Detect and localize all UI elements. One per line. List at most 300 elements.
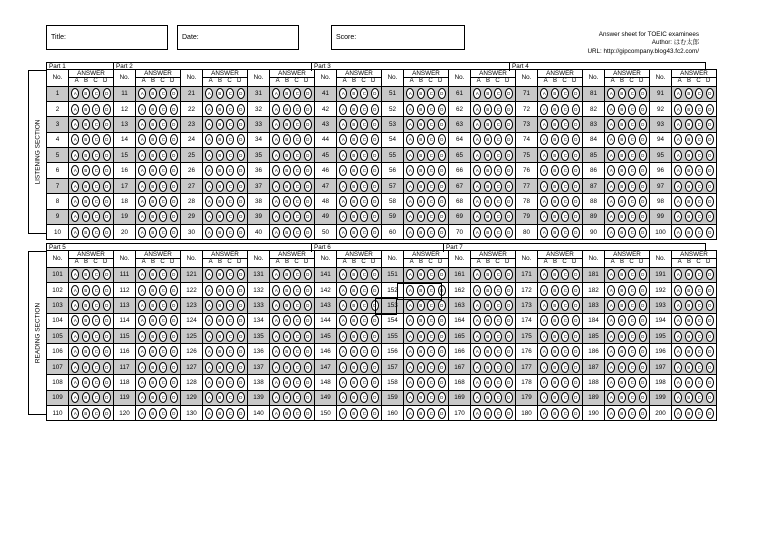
- answer-bubble[interactable]: B: [685, 196, 693, 207]
- answer-bubble[interactable]: D: [304, 408, 312, 419]
- answer-bubble[interactable]: D: [304, 211, 312, 222]
- answer-bubble[interactable]: C: [561, 211, 569, 222]
- answer-bubble[interactable]: D: [237, 211, 245, 222]
- answer-bubble[interactable]: D: [639, 392, 647, 403]
- answer-bubble[interactable]: A: [674, 285, 682, 296]
- answer-bubble[interactable]: C: [293, 269, 301, 280]
- answer-bubble[interactable]: A: [674, 181, 682, 192]
- answer-bubble[interactable]: D: [371, 165, 379, 176]
- answer-bubble[interactable]: D: [438, 362, 446, 373]
- answer-bubble[interactable]: C: [494, 119, 502, 130]
- answer-bubble[interactable]: C: [293, 285, 301, 296]
- answer-bubble[interactable]: A: [607, 88, 615, 99]
- answer-bubble[interactable]: A: [272, 211, 280, 222]
- answer-bubble[interactable]: A: [406, 88, 414, 99]
- answer-bubble[interactable]: C: [159, 377, 167, 388]
- answer-bubble[interactable]: A: [406, 104, 414, 115]
- answer-bubble[interactable]: B: [618, 104, 626, 115]
- answer-bubble[interactable]: C: [360, 408, 368, 419]
- answer-bubble[interactable]: D: [170, 300, 178, 311]
- answer-bubble[interactable]: C: [92, 377, 100, 388]
- answer-bubble[interactable]: A: [674, 150, 682, 161]
- answer-bubble[interactable]: A: [339, 134, 347, 145]
- answer-bubble[interactable]: A: [272, 408, 280, 419]
- answer-bubble[interactable]: C: [360, 181, 368, 192]
- answer-bubble[interactable]: B: [82, 88, 90, 99]
- answer-bubble[interactable]: C: [226, 196, 234, 207]
- answer-bubble[interactable]: D: [706, 227, 714, 238]
- answer-bubble[interactable]: B: [417, 300, 425, 311]
- answer-bubble[interactable]: C: [427, 211, 435, 222]
- answer-bubble[interactable]: D: [505, 300, 513, 311]
- answer-bubble[interactable]: D: [639, 165, 647, 176]
- answer-bubble[interactable]: C: [427, 119, 435, 130]
- answer-bubble[interactable]: C: [360, 362, 368, 373]
- answer-bubble[interactable]: B: [82, 227, 90, 238]
- answer-bubble[interactable]: B: [82, 346, 90, 357]
- answer-bubble[interactable]: B: [283, 362, 291, 373]
- answer-bubble[interactable]: D: [371, 408, 379, 419]
- answer-bubble[interactable]: A: [71, 408, 79, 419]
- answer-bubble[interactable]: D: [572, 88, 580, 99]
- answer-bubble[interactable]: D: [639, 315, 647, 326]
- answer-bubble[interactable]: D: [103, 331, 111, 342]
- answer-bubble[interactable]: A: [339, 196, 347, 207]
- answer-bubble[interactable]: D: [572, 269, 580, 280]
- answer-bubble[interactable]: C: [695, 300, 703, 311]
- answer-bubble[interactable]: C: [159, 165, 167, 176]
- answer-bubble[interactable]: A: [674, 104, 682, 115]
- answer-bubble[interactable]: B: [149, 346, 157, 357]
- answer-bubble[interactable]: B: [685, 134, 693, 145]
- answer-bubble[interactable]: B: [82, 150, 90, 161]
- answer-bubble[interactable]: D: [505, 119, 513, 130]
- answer-bubble[interactable]: D: [438, 165, 446, 176]
- answer-bubble[interactable]: D: [237, 134, 245, 145]
- answer-bubble[interactable]: D: [438, 269, 446, 280]
- answer-bubble[interactable]: B: [417, 134, 425, 145]
- answer-bubble[interactable]: B: [283, 211, 291, 222]
- answer-bubble[interactable]: A: [406, 269, 414, 280]
- answer-bubble[interactable]: C: [695, 181, 703, 192]
- answer-bubble[interactable]: C: [427, 196, 435, 207]
- answer-bubble[interactable]: A: [406, 346, 414, 357]
- answer-bubble[interactable]: B: [149, 362, 157, 373]
- answer-bubble[interactable]: A: [540, 408, 548, 419]
- answer-bubble[interactable]: A: [473, 196, 481, 207]
- answer-bubble[interactable]: A: [272, 346, 280, 357]
- answer-bubble[interactable]: A: [607, 315, 615, 326]
- answer-bubble[interactable]: D: [103, 285, 111, 296]
- answer-bubble[interactable]: C: [360, 269, 368, 280]
- answer-bubble[interactable]: C: [226, 392, 234, 403]
- answer-bubble[interactable]: B: [417, 88, 425, 99]
- answer-bubble[interactable]: D: [371, 119, 379, 130]
- answer-bubble[interactable]: A: [607, 346, 615, 357]
- answer-bubble[interactable]: C: [360, 346, 368, 357]
- answer-bubble[interactable]: D: [371, 134, 379, 145]
- answer-bubble[interactable]: A: [473, 377, 481, 388]
- answer-bubble[interactable]: B: [618, 88, 626, 99]
- answer-bubble[interactable]: D: [304, 269, 312, 280]
- answer-bubble[interactable]: B: [484, 331, 492, 342]
- answer-bubble[interactable]: A: [607, 408, 615, 419]
- answer-bubble[interactable]: B: [685, 377, 693, 388]
- answer-bubble[interactable]: D: [304, 315, 312, 326]
- answer-bubble[interactable]: C: [561, 165, 569, 176]
- answer-bubble[interactable]: B: [685, 408, 693, 419]
- answer-bubble[interactable]: A: [205, 134, 213, 145]
- answer-bubble[interactable]: A: [272, 150, 280, 161]
- answer-bubble[interactable]: B: [484, 362, 492, 373]
- answer-bubble[interactable]: D: [237, 269, 245, 280]
- answer-bubble[interactable]: C: [159, 362, 167, 373]
- answer-bubble[interactable]: A: [339, 315, 347, 326]
- answer-bubble[interactable]: C: [427, 346, 435, 357]
- answer-bubble[interactable]: B: [283, 331, 291, 342]
- answer-bubble[interactable]: A: [339, 211, 347, 222]
- answer-bubble[interactable]: D: [572, 315, 580, 326]
- answer-bubble[interactable]: C: [293, 211, 301, 222]
- answer-bubble[interactable]: B: [685, 392, 693, 403]
- answer-bubble[interactable]: B: [685, 227, 693, 238]
- answer-bubble[interactable]: B: [350, 227, 358, 238]
- answer-bubble[interactable]: A: [339, 331, 347, 342]
- answer-bubble[interactable]: D: [505, 315, 513, 326]
- answer-bubble[interactable]: B: [551, 181, 559, 192]
- answer-bubble[interactable]: B: [149, 392, 157, 403]
- answer-bubble[interactable]: C: [159, 269, 167, 280]
- answer-bubble[interactable]: C: [293, 346, 301, 357]
- answer-bubble[interactable]: B: [417, 408, 425, 419]
- answer-bubble[interactable]: A: [138, 346, 146, 357]
- answer-bubble[interactable]: B: [618, 181, 626, 192]
- answer-bubble[interactable]: C: [226, 285, 234, 296]
- answer-bubble[interactable]: D: [237, 408, 245, 419]
- answer-bubble[interactable]: B: [551, 377, 559, 388]
- answer-bubble[interactable]: D: [438, 392, 446, 403]
- answer-bubble[interactable]: C: [226, 134, 234, 145]
- answer-bubble[interactable]: C: [561, 285, 569, 296]
- answer-bubble[interactable]: B: [417, 119, 425, 130]
- answer-bubble[interactable]: A: [473, 392, 481, 403]
- answer-bubble[interactable]: C: [695, 269, 703, 280]
- answer-bubble[interactable]: D: [639, 362, 647, 373]
- answer-bubble[interactable]: A: [607, 181, 615, 192]
- answer-bubble[interactable]: B: [350, 211, 358, 222]
- answer-bubble[interactable]: A: [406, 165, 414, 176]
- answer-bubble[interactable]: D: [505, 408, 513, 419]
- answer-bubble[interactable]: B: [350, 165, 358, 176]
- answer-bubble[interactable]: A: [607, 331, 615, 342]
- answer-bubble[interactable]: A: [339, 227, 347, 238]
- answer-bubble[interactable]: D: [572, 408, 580, 419]
- answer-bubble[interactable]: C: [695, 150, 703, 161]
- answer-bubble[interactable]: D: [304, 150, 312, 161]
- answer-bubble[interactable]: C: [360, 119, 368, 130]
- answer-bubble[interactable]: B: [82, 315, 90, 326]
- answer-bubble[interactable]: A: [205, 315, 213, 326]
- answer-bubble[interactable]: D: [639, 346, 647, 357]
- answer-bubble[interactable]: B: [216, 377, 224, 388]
- answer-bubble[interactable]: B: [350, 196, 358, 207]
- answer-bubble[interactable]: A: [339, 377, 347, 388]
- answer-bubble[interactable]: B: [618, 165, 626, 176]
- answer-bubble[interactable]: B: [283, 285, 291, 296]
- answer-bubble[interactable]: C: [293, 134, 301, 145]
- answer-bubble[interactable]: A: [674, 119, 682, 130]
- answer-bubble[interactable]: D: [170, 181, 178, 192]
- answer-bubble[interactable]: D: [706, 181, 714, 192]
- answer-bubble[interactable]: C: [427, 134, 435, 145]
- answer-bubble[interactable]: B: [417, 211, 425, 222]
- answer-bubble[interactable]: A: [473, 362, 481, 373]
- answer-bubble[interactable]: A: [272, 104, 280, 115]
- answer-bubble[interactable]: D: [304, 119, 312, 130]
- answer-bubble[interactable]: D: [706, 196, 714, 207]
- answer-bubble[interactable]: D: [505, 377, 513, 388]
- answer-bubble[interactable]: B: [685, 119, 693, 130]
- answer-bubble[interactable]: D: [304, 331, 312, 342]
- answer-bubble[interactable]: B: [350, 315, 358, 326]
- answer-bubble[interactable]: B: [551, 104, 559, 115]
- answer-bubble[interactable]: B: [685, 331, 693, 342]
- answer-bubble[interactable]: C: [92, 362, 100, 373]
- answer-bubble[interactable]: A: [205, 346, 213, 357]
- answer-bubble[interactable]: B: [216, 408, 224, 419]
- answer-bubble[interactable]: C: [427, 88, 435, 99]
- answer-bubble[interactable]: D: [639, 134, 647, 145]
- answer-bubble[interactable]: D: [237, 88, 245, 99]
- answer-bubble[interactable]: A: [674, 165, 682, 176]
- answer-bubble[interactable]: C: [695, 119, 703, 130]
- answer-bubble[interactable]: C: [628, 211, 636, 222]
- answer-bubble[interactable]: B: [149, 196, 157, 207]
- answer-bubble[interactable]: D: [371, 285, 379, 296]
- answer-bubble[interactable]: A: [71, 211, 79, 222]
- answer-bubble[interactable]: A: [540, 150, 548, 161]
- answer-bubble[interactable]: C: [695, 88, 703, 99]
- answer-bubble[interactable]: A: [205, 181, 213, 192]
- answer-bubble[interactable]: A: [607, 196, 615, 207]
- answer-bubble[interactable]: B: [417, 269, 425, 280]
- answer-bubble[interactable]: D: [438, 104, 446, 115]
- answer-bubble[interactable]: B: [216, 315, 224, 326]
- answer-bubble[interactable]: C: [360, 300, 368, 311]
- answer-bubble[interactable]: A: [138, 119, 146, 130]
- answer-bubble[interactable]: B: [149, 181, 157, 192]
- answer-bubble[interactable]: A: [272, 269, 280, 280]
- answer-bubble[interactable]: A: [138, 331, 146, 342]
- answer-bubble[interactable]: D: [706, 362, 714, 373]
- answer-bubble[interactable]: D: [505, 346, 513, 357]
- answer-bubble[interactable]: B: [216, 285, 224, 296]
- answer-bubble[interactable]: C: [360, 104, 368, 115]
- answer-bubble[interactable]: C: [159, 134, 167, 145]
- answer-bubble[interactable]: D: [438, 408, 446, 419]
- answer-bubble[interactable]: A: [138, 377, 146, 388]
- answer-bubble[interactable]: C: [226, 181, 234, 192]
- answer-bubble[interactable]: A: [540, 392, 548, 403]
- answer-bubble[interactable]: A: [339, 269, 347, 280]
- answer-bubble[interactable]: B: [685, 362, 693, 373]
- answer-bubble[interactable]: B: [350, 134, 358, 145]
- answer-bubble[interactable]: C: [360, 285, 368, 296]
- answer-bubble[interactable]: D: [237, 346, 245, 357]
- answer-bubble[interactable]: A: [272, 181, 280, 192]
- answer-bubble[interactable]: A: [473, 227, 481, 238]
- answer-bubble[interactable]: A: [540, 377, 548, 388]
- answer-bubble[interactable]: A: [71, 119, 79, 130]
- answer-bubble[interactable]: C: [427, 165, 435, 176]
- answer-bubble[interactable]: C: [494, 408, 502, 419]
- answer-bubble[interactable]: A: [138, 227, 146, 238]
- answer-bubble[interactable]: C: [561, 196, 569, 207]
- answer-bubble[interactable]: B: [82, 119, 90, 130]
- answer-bubble[interactable]: C: [561, 119, 569, 130]
- answer-bubble[interactable]: D: [371, 211, 379, 222]
- answer-bubble[interactable]: B: [82, 211, 90, 222]
- answer-bubble[interactable]: C: [494, 134, 502, 145]
- answer-bubble[interactable]: C: [293, 104, 301, 115]
- answer-bubble[interactable]: D: [170, 150, 178, 161]
- answer-bubble[interactable]: C: [159, 88, 167, 99]
- answer-bubble[interactable]: A: [272, 227, 280, 238]
- answer-bubble[interactable]: B: [551, 196, 559, 207]
- answer-bubble[interactable]: D: [304, 104, 312, 115]
- answer-bubble[interactable]: C: [293, 181, 301, 192]
- answer-bubble[interactable]: C: [561, 269, 569, 280]
- answer-bubble[interactable]: C: [695, 196, 703, 207]
- answer-bubble[interactable]: B: [82, 104, 90, 115]
- answer-bubble[interactable]: A: [205, 104, 213, 115]
- answer-bubble[interactable]: D: [170, 227, 178, 238]
- answer-bubble[interactable]: B: [149, 285, 157, 296]
- answer-bubble[interactable]: D: [371, 269, 379, 280]
- answer-bubble[interactable]: C: [92, 150, 100, 161]
- answer-bubble[interactable]: B: [685, 150, 693, 161]
- answer-bubble[interactable]: A: [473, 134, 481, 145]
- answer-bubble[interactable]: D: [304, 285, 312, 296]
- answer-bubble[interactable]: A: [272, 392, 280, 403]
- answer-bubble[interactable]: A: [540, 362, 548, 373]
- answer-bubble[interactable]: A: [71, 165, 79, 176]
- answer-bubble[interactable]: D: [371, 227, 379, 238]
- answer-bubble[interactable]: A: [406, 362, 414, 373]
- answer-bubble[interactable]: D: [304, 362, 312, 373]
- answer-bubble[interactable]: C: [561, 88, 569, 99]
- answer-bubble[interactable]: B: [685, 88, 693, 99]
- answer-bubble[interactable]: A: [71, 315, 79, 326]
- answer-bubble[interactable]: D: [237, 362, 245, 373]
- answer-bubble[interactable]: A: [272, 88, 280, 99]
- answer-bubble[interactable]: B: [283, 104, 291, 115]
- answer-bubble[interactable]: B: [149, 377, 157, 388]
- answer-bubble[interactable]: A: [473, 346, 481, 357]
- answer-bubble[interactable]: A: [607, 227, 615, 238]
- answer-bubble[interactable]: A: [473, 119, 481, 130]
- answer-bubble[interactable]: D: [170, 285, 178, 296]
- answer-bubble[interactable]: C: [92, 392, 100, 403]
- answer-bubble[interactable]: C: [628, 315, 636, 326]
- answer-bubble[interactable]: A: [138, 134, 146, 145]
- answer-bubble[interactable]: D: [371, 104, 379, 115]
- answer-bubble[interactable]: A: [473, 150, 481, 161]
- answer-bubble[interactable]: B: [350, 392, 358, 403]
- answer-bubble[interactable]: A: [138, 211, 146, 222]
- answer-bubble[interactable]: B: [82, 392, 90, 403]
- answer-bubble[interactable]: B: [82, 362, 90, 373]
- answer-bubble[interactable]: C: [159, 181, 167, 192]
- answer-bubble[interactable]: A: [339, 300, 347, 311]
- answer-bubble[interactable]: B: [551, 346, 559, 357]
- answer-bubble[interactable]: C: [628, 285, 636, 296]
- answer-bubble[interactable]: D: [505, 362, 513, 373]
- answer-bubble[interactable]: C: [427, 377, 435, 388]
- answer-bubble[interactable]: B: [618, 269, 626, 280]
- answer-bubble[interactable]: A: [540, 331, 548, 342]
- answer-bubble[interactable]: A: [71, 300, 79, 311]
- answer-bubble[interactable]: C: [561, 181, 569, 192]
- answer-bubble[interactable]: A: [205, 196, 213, 207]
- answer-bubble[interactable]: A: [607, 285, 615, 296]
- answer-bubble[interactable]: B: [685, 181, 693, 192]
- answer-bubble[interactable]: B: [283, 227, 291, 238]
- answer-bubble[interactable]: A: [473, 331, 481, 342]
- answer-bubble[interactable]: D: [706, 377, 714, 388]
- answer-bubble[interactable]: C: [293, 331, 301, 342]
- answer-bubble[interactable]: A: [473, 300, 481, 311]
- answer-bubble[interactable]: A: [540, 119, 548, 130]
- answer-bubble[interactable]: A: [674, 211, 682, 222]
- answer-bubble[interactable]: A: [607, 165, 615, 176]
- answer-bubble[interactable]: C: [226, 104, 234, 115]
- answer-bubble[interactable]: D: [304, 377, 312, 388]
- answer-bubble[interactable]: C: [159, 211, 167, 222]
- answer-bubble[interactable]: D: [706, 119, 714, 130]
- answer-bubble[interactable]: D: [706, 315, 714, 326]
- answer-bubble[interactable]: B: [551, 150, 559, 161]
- answer-bubble[interactable]: C: [92, 165, 100, 176]
- answer-bubble[interactable]: B: [350, 362, 358, 373]
- answer-bubble[interactable]: C: [360, 150, 368, 161]
- answer-bubble[interactable]: D: [438, 315, 446, 326]
- answer-bubble[interactable]: D: [572, 181, 580, 192]
- answer-bubble[interactable]: D: [170, 196, 178, 207]
- answer-bubble[interactable]: C: [293, 119, 301, 130]
- answer-bubble[interactable]: A: [406, 196, 414, 207]
- answer-bubble[interactable]: C: [561, 331, 569, 342]
- answer-bubble[interactable]: C: [92, 104, 100, 115]
- answer-bubble[interactable]: B: [82, 181, 90, 192]
- answer-bubble[interactable]: C: [226, 211, 234, 222]
- answer-bubble[interactable]: B: [82, 300, 90, 311]
- answer-bubble[interactable]: B: [551, 211, 559, 222]
- answer-bubble[interactable]: C: [695, 377, 703, 388]
- answer-bubble[interactable]: A: [540, 346, 548, 357]
- answer-bubble[interactable]: A: [71, 346, 79, 357]
- answer-bubble[interactable]: B: [551, 392, 559, 403]
- answer-bubble[interactable]: D: [438, 196, 446, 207]
- answer-bubble[interactable]: D: [304, 196, 312, 207]
- answer-bubble[interactable]: D: [103, 377, 111, 388]
- answer-bubble[interactable]: B: [417, 227, 425, 238]
- answer-bubble[interactable]: D: [103, 315, 111, 326]
- answer-bubble[interactable]: C: [494, 300, 502, 311]
- answer-bubble[interactable]: B: [484, 392, 492, 403]
- answer-bubble[interactable]: C: [92, 134, 100, 145]
- answer-bubble[interactable]: C: [561, 392, 569, 403]
